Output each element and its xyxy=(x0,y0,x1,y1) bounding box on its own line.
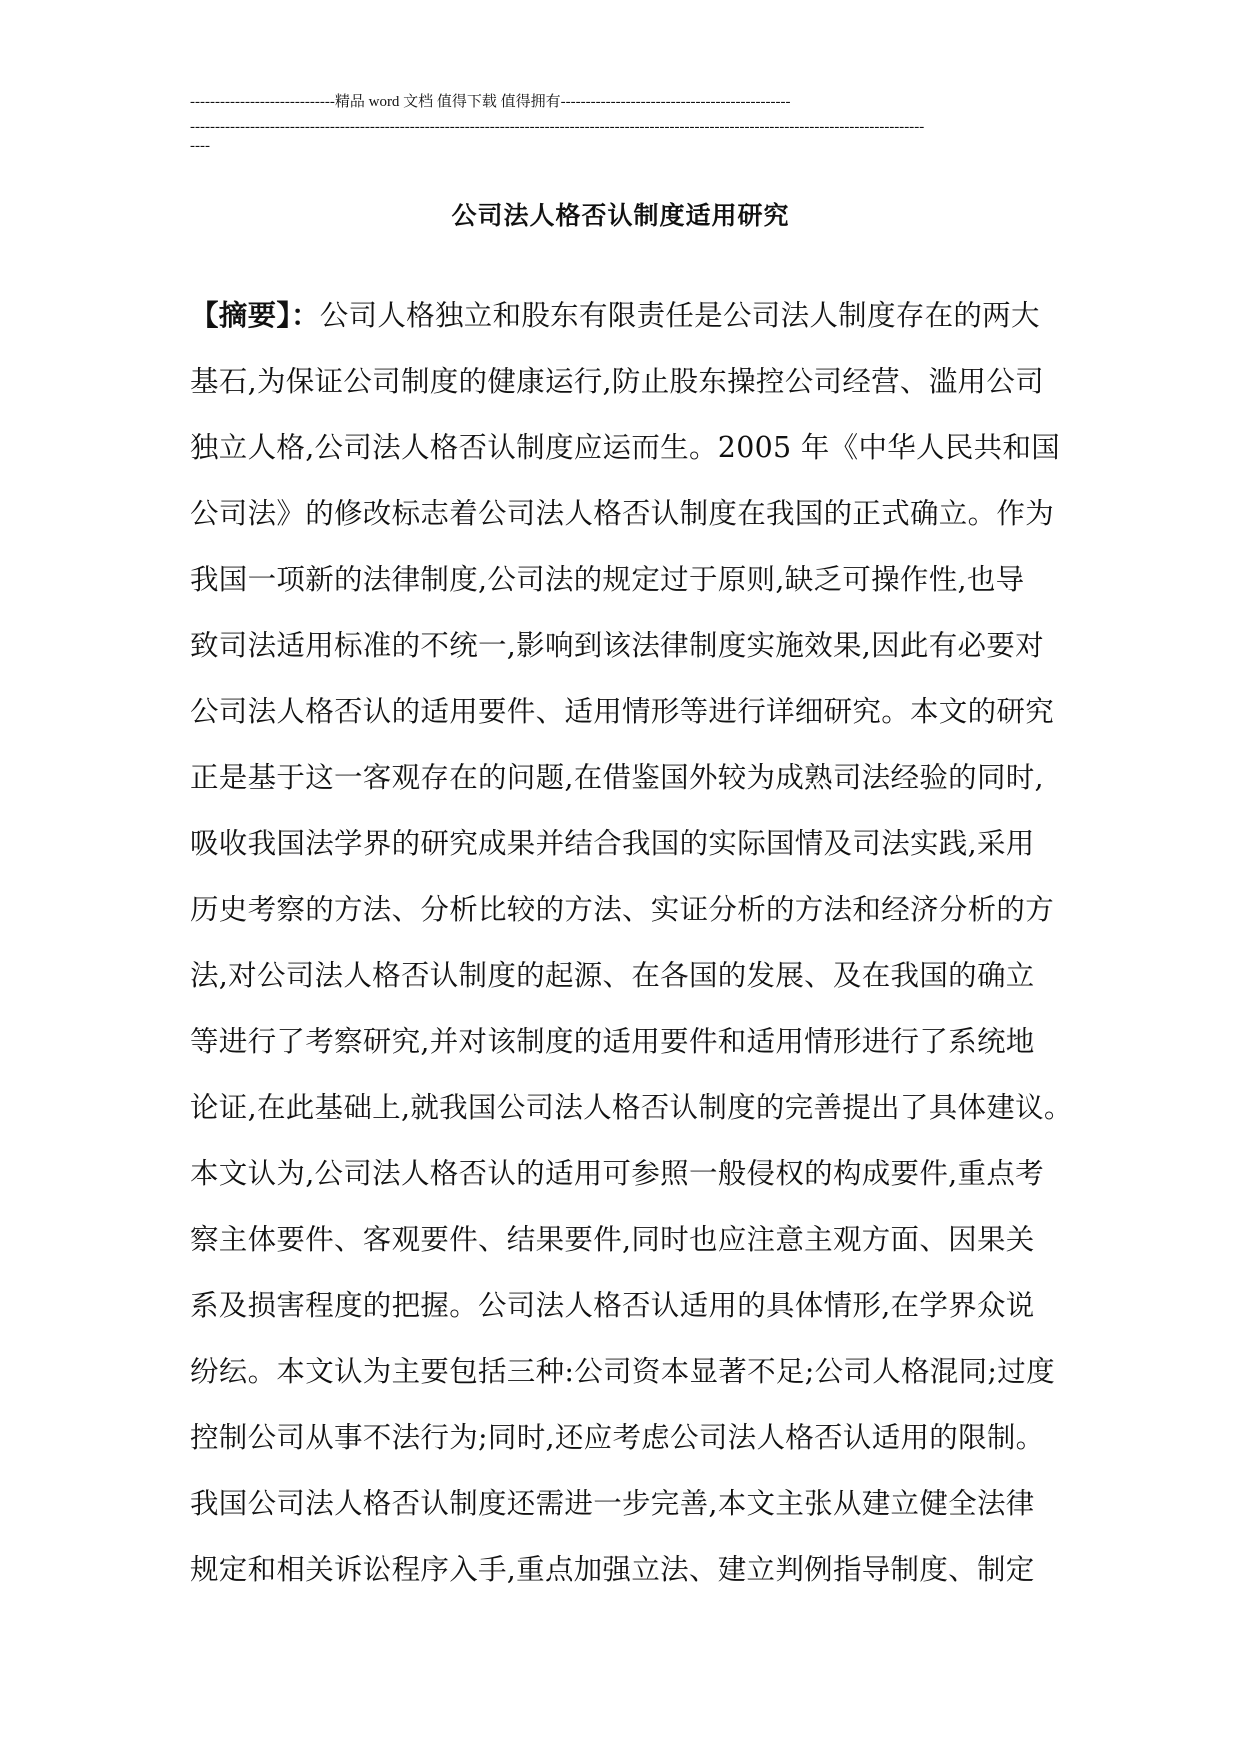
abstract-line xyxy=(190,290,1060,356)
abstract-line: 规定和相关诉讼程序入手,重点加强立法、建立判例指导制度、制定 xyxy=(190,1553,1035,1586)
abstract-line: 察主体要件、客观要件、结果要件,同时也应注意主观方面、因果关 xyxy=(190,1223,1035,1256)
abstract-line: 吸收我国法学界的研究成果并结合我国的实际国情及司法实践,采用 xyxy=(190,827,1035,860)
abstract-line: 正是基于这一客观存在的问题,在借鉴国外较为成熟司法经验的同时, xyxy=(190,761,1044,794)
header-rule-line: --------------------------------------------------------------------------------------------------------------------------------------------------- xyxy=(190,119,925,135)
document-title: 公司法人格否认制度适用研究 xyxy=(451,201,790,230)
abstract-line: 法,对公司法人格否认制度的起源、在各国的发展、及在我国的确立 xyxy=(190,959,1035,992)
abstract-line: 我国一项新的法律制度,公司法的规定过于原则,缺乏可操作性,也导 xyxy=(190,563,1025,596)
abstract-line: 控制公司从事不法行为;同时,还应考虑公司法人格否认适用的限制。 xyxy=(190,1421,1045,1454)
abstract-line: 论证,在此基础上,就我国公司法人格否认制度的完善提出了具体建议。 xyxy=(190,1091,1073,1124)
header-banner: -----------------------------精品 word 文档 值得下载 值得拥有---------------------------------------------- xyxy=(190,94,791,110)
abstract-body xyxy=(190,290,1073,1610)
abstract-line: 公司法人格否认的适用要件、适用情形等进行详细研究。本文的研究 xyxy=(190,695,1055,728)
abstract-label: 【摘要】： xyxy=(190,299,320,332)
abstract-line: 系及损害程度的把握。公司法人格否认适用的具体情形,在学界众说 xyxy=(190,1289,1035,1322)
abstract-line: 独立人格,公司法人格否认制度应运而生。2005 年《中华人民共和国 xyxy=(190,431,1061,464)
abstract-line: 我国公司法人格否认制度还需进一步完善,本文主张从建立健全法律 xyxy=(190,1487,1035,1520)
abstract-line-text: 公司人格独立和股东有限责任是公司法人制度存在的两大 xyxy=(319,299,1040,332)
abstract-line: 基石,为保证公司制度的健康运行,防止股东操控公司经营、滥用公司 xyxy=(190,365,1044,398)
abstract-line: 本文认为,公司法人格否认的适用可参照一般侵权的构成要件,重点考 xyxy=(190,1157,1044,1190)
header-rule-tail: ---- xyxy=(190,138,210,154)
abstract-line: 纷纭。本文认为主要包括三种:公司资本显著不足;公司人格混同;过度 xyxy=(190,1355,1055,1388)
abstract-line: 致司法适用标准的不统一,影响到该法律制度实施效果,因此有必要对 xyxy=(190,629,1044,662)
abstract-line: 历史考察的方法、分析比较的方法、实证分析的方法和经济分析的方 xyxy=(190,893,1055,926)
abstract-line: 等进行了考察研究,并对该制度的适用要件和适用情形进行了系统地 xyxy=(190,1025,1035,1058)
abstract-line: 公司法》的修改标志着公司法人格否认制度在我国的正式确立。作为 xyxy=(190,497,1055,530)
